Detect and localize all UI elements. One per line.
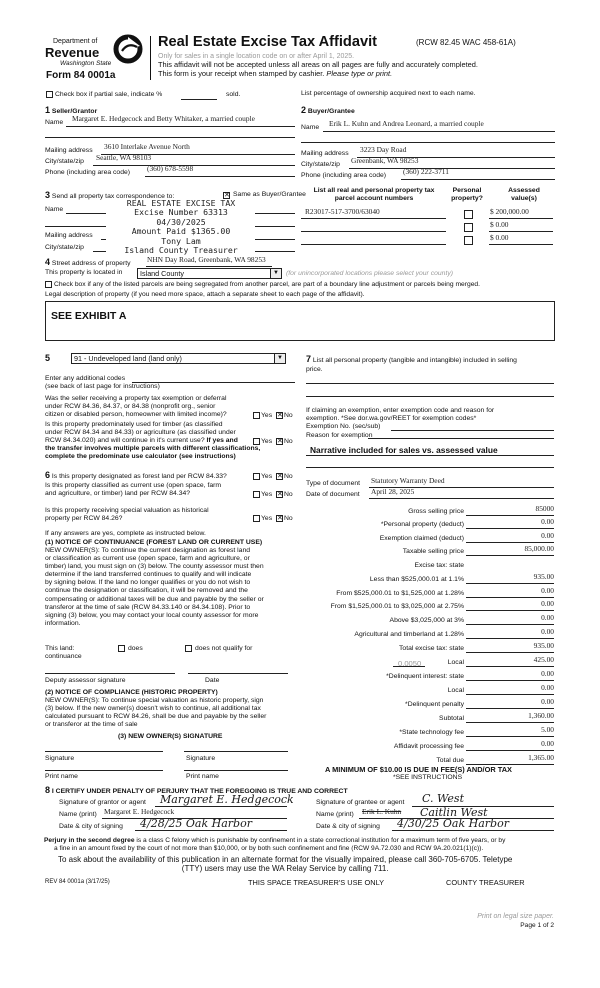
legal-description-box[interactable] <box>45 301 555 341</box>
seller-city-line <box>93 165 295 166</box>
tax-row-label: Local <box>447 659 464 666</box>
stamp-line-5: Tony Lam <box>161 235 201 246</box>
dept-line-3: Washington State <box>60 60 112 67</box>
local-rate-line <box>393 666 425 667</box>
stamp-line-1: REAL ESTATE EXCISE TAX <box>126 198 236 208</box>
historic-no-label: No <box>284 515 293 522</box>
deputy-date-line <box>188 673 288 674</box>
seller-name-field[interactable]: Margaret E. Hedgecock and Betty Whitaker, a married couple <box>72 114 255 123</box>
street-address-line <box>146 266 272 267</box>
owner-signature-label-1: Signature <box>45 755 75 762</box>
tax-row-value[interactable]: 0.00 <box>541 669 554 678</box>
tax-row-label: From $525,000.01 to $1,525,000 at 1.28% <box>336 590 464 597</box>
certify-heading: 8 I CERTIFY UNDER PENALTY OF PERJURY THAT THE FOREGOING IS TRUE AND CORRECT <box>45 785 348 795</box>
continuance-label: continuance <box>45 653 82 660</box>
dept-line-1: Department of <box>53 38 98 45</box>
continuance-heading: (1) NOTICE OF CONTINUANCE (FOREST LAND OR CURRENT USE) <box>45 539 263 546</box>
tax-row-value[interactable]: 1,365.00 <box>528 753 554 762</box>
doc-date-field[interactable]: April 28, 2025 <box>371 487 415 496</box>
tax-row-label: Excise tax: state <box>414 562 464 569</box>
tax-row-line <box>466 555 554 556</box>
located-in-label: This property is located in <box>45 269 123 276</box>
parcel-personal-checkbox[interactable] <box>464 210 473 219</box>
revenue-logo-icon <box>113 34 143 64</box>
tax-row-line <box>466 750 554 751</box>
timber-no-label: No <box>284 438 293 445</box>
does-not-qualify-label: does not qualify for <box>195 645 253 652</box>
exemption-yes-label: Yes <box>261 412 273 419</box>
street-address-field[interactable]: NHN Day Road, Greenbank, WA 98253 <box>147 255 266 264</box>
buyer-city-line <box>349 168 555 169</box>
tax-row-label: Taxable selling price <box>402 548 464 555</box>
narrative-text[interactable]: Narrative included for sales vs. assessed value <box>310 445 498 455</box>
new-owner-signature-heading: (3) NEW OWNER(S) SIGNATURE <box>118 733 223 740</box>
land-use-value: 91 - Undeveloped land (land only) <box>74 354 182 363</box>
alternate-format-notice: To ask about the availability of this publication in an alternate format for the visually impaired, please call 360-705-6705. Teletype (TTY) users may use the WA Relay Service by calling 711. <box>58 855 513 873</box>
legal-paper-note: Print on legal size paper. <box>477 913 554 920</box>
header-divider <box>150 36 151 80</box>
page-number: Page 1 of 2 <box>520 922 554 929</box>
owner-print-line-1 <box>45 770 163 771</box>
tax-row-label: *Delinquent interest: state <box>386 673 464 680</box>
grantee-name-label: Name (print) <box>316 811 354 818</box>
parcel-number-line <box>301 244 446 245</box>
owner-print-label-1: Print name <box>45 773 78 780</box>
personal-property-label: 7 List all personal property (tangible and intangible) included in selling price. <box>306 354 517 373</box>
owner-print-line-2 <box>184 770 288 771</box>
grantee-name-struck: Erik L. Kuhn <box>362 807 402 816</box>
buyer-phone-line <box>401 179 555 180</box>
exemption-yes-checkbox[interactable] <box>253 412 260 419</box>
current-use-no-label: No <box>284 491 293 498</box>
parcel-number-line <box>301 231 446 232</box>
this-land-label: This land: <box>45 645 75 652</box>
tax-row-label: Local <box>447 687 464 694</box>
tax-corr-city-label: City/state/zip <box>45 244 84 251</box>
tax-row-value[interactable]: 0.00 <box>541 599 554 608</box>
chevron-down-icon: ▼ <box>270 269 281 278</box>
tax-corr-line-2b <box>255 226 295 227</box>
tax-corr-name-line-b <box>255 213 295 214</box>
parcel-value-field[interactable]: $ 0.00 <box>490 220 509 229</box>
timber-question: Is this property predominately used for timber (as classified under RCW 84.34 and 84.33) or agriculture (as classified under RCW 84.34.020) and will continue in it's current use? If yes and the transfer involves multiple parcels with different classifications, complete the predominate use calculator (see instructions) <box>45 421 261 460</box>
current-use-yes-label: Yes <box>261 491 273 498</box>
forest-no-checkbox[interactable]: ✕ <box>277 473 283 480</box>
tax-row-label: *Delinquent penalty <box>405 701 464 708</box>
stamp-line-2: Excise Number 63313 <box>134 207 228 218</box>
grantee-name-field[interactable]: Caitlin West <box>420 806 488 819</box>
grantor-signature-label: Signature of grantor or agent <box>59 799 146 806</box>
tax-row-value[interactable]: 0.00 <box>541 517 554 526</box>
parcel-personal-checkbox[interactable] <box>464 223 473 232</box>
buyer-city-field[interactable]: Greenbank, WA 98253 <box>351 156 419 165</box>
county-select-value: Island County <box>140 269 184 278</box>
treasurer-stamp <box>108 199 254 255</box>
seller-phone-line <box>145 176 295 177</box>
owner-print-label-2: Print name <box>186 773 219 780</box>
does-not-qualify-checkbox[interactable] <box>185 645 192 652</box>
seller-name-label: Name <box>45 119 64 126</box>
tax-row-line <box>466 638 554 639</box>
tax-row-value[interactable]: 1,360.00 <box>528 711 554 720</box>
continuance-text: NEW OWNER(S): To continue the current designation as forest land or classification as current use (open space, farm and agriculture, or timber) land, you must sign on (3) below. The county assessor must then determine if the land transferred continues to qualify and will indicate by signing below. If the land no longer qualifies or you do not wish to continue the designation or classification, it will be removed and the compensating or additional taxes will be due and payable by the seller or transferor at the time of sale (RCW 84.33.140 or 84.34.108). Prior to signing (3) below, you may contact your local county assessor for more information. <box>45 547 264 627</box>
tax-row-line <box>466 610 554 611</box>
seller-city-field[interactable]: Seattle, WA 98103 <box>96 153 152 162</box>
parcel-number-field[interactable]: R23017-517-3700/63040 <box>305 207 380 216</box>
tax-row-label: Total due <box>436 757 464 764</box>
see-instructions-note: *SEE INSTRUCTIONS <box>393 774 463 781</box>
tax-row-label: Gross selling price <box>408 508 464 515</box>
partial-sale-percent-field[interactable] <box>181 99 217 100</box>
tax-row-value[interactable]: 0.00 <box>541 627 554 636</box>
tax-row-line <box>466 583 554 584</box>
seller-city-label: City/state/zip <box>45 158 84 165</box>
compliance-heading: (2) NOTICE OF COMPLIANCE (HISTORIC PROPERTY) <box>45 689 218 696</box>
form-note-1: Only for sales in a single location code on or after April 1, 2025. <box>158 53 355 60</box>
parcel-value-line <box>489 218 553 219</box>
tax-corr-mailing-label: Mailing address <box>45 232 93 239</box>
local-rate: 0.0050 <box>398 659 422 668</box>
deputy-signature-label: Deputy assessor signature <box>45 677 126 684</box>
tax-row-label: Total excise tax: state <box>399 645 464 652</box>
grantor-date-field[interactable]: 4/28/25 Oak Harbor <box>140 817 252 830</box>
tax-row-value[interactable]: 85,000.00 <box>524 544 554 553</box>
tax-row-line <box>466 652 554 653</box>
timber-yes-label: Yes <box>261 438 273 445</box>
owner-signature-label-2: Signature <box>186 755 216 762</box>
parcels-header: List all real and personal property tax parcel account numbers <box>313 187 435 203</box>
tax-corr-name-line-a <box>66 213 106 214</box>
county-select[interactable] <box>137 268 282 279</box>
stamp-line-4: Amount Paid $1365.00 <box>131 226 231 237</box>
stamp-line-6: Island County Treasurer <box>124 245 238 256</box>
tax-row-line <box>466 515 554 516</box>
tax-row-line <box>466 708 554 709</box>
segregated-checkbox[interactable] <box>45 281 52 288</box>
grantee-date-label: Date & city of signing <box>316 823 380 830</box>
deputy-signature-line <box>45 673 175 674</box>
tax-row-label: Less than $525,000.01 at 1.1% <box>369 576 464 583</box>
parcel-personal-checkbox[interactable] <box>464 236 473 245</box>
legal-description-label: Legal description of property (if you need more space, attach a separate sheet to each page of the affidavit). <box>45 291 365 298</box>
tax-corr-city-line-a <box>93 251 106 252</box>
timber-yes-checkbox[interactable] <box>253 438 260 445</box>
tax-row-value[interactable]: 0.00 <box>541 531 554 540</box>
timber-no-checkbox[interactable]: ✕ <box>277 438 283 445</box>
tax-row-line <box>466 722 554 723</box>
treasurer-use-label: THIS SPACE TREASURER'S USE ONLY <box>248 878 385 887</box>
current-use-yes-checkbox[interactable] <box>253 491 260 498</box>
buyer-city-label: City/state/zip <box>301 161 340 168</box>
tax-row-line <box>466 666 554 667</box>
buyer-mailing-label: Mailing address <box>301 150 349 157</box>
exemption-no-checkbox[interactable]: ✕ <box>277 412 283 419</box>
tax-row-value[interactable]: 0.00 <box>541 683 554 692</box>
grantor-date-label: Date & city of signing <box>59 823 123 830</box>
exemption-question: Was the seller receiving a property tax exemption or deferral under RCW 84.36, 84.37, or 84.38 (nonprofit org., senior citizen or disabled person, homeowner with limited income)? <box>45 395 227 418</box>
forest-land-question: 6 Is this property designated as forest land per RCW 84.33? <box>45 470 227 480</box>
tax-corr-line-2a <box>45 226 106 227</box>
current-use-question: Is this property classified as current use (open space, farm and agriculture, or timber) land per RCW 84.34? <box>45 482 222 497</box>
forest-no-label: No <box>284 473 293 480</box>
tax-row-value[interactable]: 85000 <box>535 504 554 513</box>
exemption-reason-line <box>368 438 554 439</box>
parcel-value-field[interactable]: $ 0.00 <box>490 233 509 242</box>
buyer-phone-label: Phone (including area code) <box>301 172 387 179</box>
tax-row-line <box>466 597 554 598</box>
tax-row-value[interactable]: 0.00 <box>541 739 554 748</box>
grantor-name-field[interactable]: Margaret E. Hedgecock <box>104 807 175 816</box>
tax-row-label: *State technology fee <box>399 729 464 736</box>
same-as-buyer-label: Same as Buyer/Grantee <box>233 191 306 198</box>
exemption-no-label: No <box>284 412 293 419</box>
tax-row-line <box>466 694 554 695</box>
buyer-mailing-field[interactable]: 3223 Day Road <box>360 145 407 154</box>
buyer-heading: 2 Buyer/Grantee <box>301 105 355 115</box>
partial-sale-sold: sold. <box>226 91 241 98</box>
tax-row-line <box>466 542 554 543</box>
buyer-name-line <box>323 131 555 132</box>
compliance-text: NEW OWNER(S): To continue special valuation as historic property, sign (3) below. If the new owner(s) doesn't wish to continue, all additional tax calculated pursuant to RCW 84.26, shall be due and payable by the seller or transferor at the time of sale <box>45 697 267 729</box>
doc-date-label: Date of document <box>306 491 360 498</box>
revision-label: REV 84 0001a (3/17/25) <box>45 879 110 885</box>
seller-name-line-2 <box>45 137 295 138</box>
buyer-name-field[interactable]: Erik L. Kuhn and Andrea Leonard, a married couple <box>329 119 484 128</box>
grantor-name-label: Name (print) <box>59 811 97 818</box>
tax-row-line <box>466 680 554 681</box>
parcel-value-line <box>489 231 553 232</box>
owner-signature-line-2 <box>184 751 288 752</box>
tax-row-value[interactable]: 0.00 <box>541 586 554 595</box>
seller-mailing-field[interactable]: 3610 Interlake Avenue North <box>104 142 190 151</box>
historic-no-checkbox[interactable]: ✕ <box>277 515 283 522</box>
forest-yes-checkbox[interactable] <box>253 473 260 480</box>
does-qualify-checkbox[interactable] <box>118 645 125 652</box>
segregated-label: Check box if any of the listed parcels are being segregated from another parcel, are part of a boundary line adjustment or parcels being merged. <box>54 281 481 288</box>
partial-sale-checkbox[interactable] <box>46 91 53 98</box>
same-as-buyer-checkbox[interactable]: ✕ <box>224 192 230 199</box>
additional-codes-note: (see back of last page for instructions) <box>45 383 160 390</box>
parcel-value-line <box>489 244 553 245</box>
does-qualify-label: does <box>128 645 143 652</box>
tax-row-label: Affidavit processing fee <box>393 743 464 750</box>
tax-row-label: Agricultural and timberland at 1.28% <box>354 631 464 638</box>
doc-date-line <box>369 498 554 499</box>
seller-phone-field[interactable]: (360) 678-5598 <box>147 164 194 173</box>
buyer-phone-field[interactable]: (360) 222-3711 <box>403 167 449 176</box>
grantee-date-field[interactable]: 4/30/25 Oak Harbor <box>397 817 509 830</box>
narrative-line-2 <box>306 467 554 468</box>
narrative-line-1 <box>306 455 554 456</box>
tax-row-value[interactable]: 935.00 <box>533 572 554 581</box>
current-use-no-checkbox[interactable]: ✕ <box>277 491 283 498</box>
minimum-due-note: A MINIMUM OF $10.00 IS DUE IN FEE(S) AND/OR TAX <box>325 765 512 774</box>
tax-row-line <box>466 624 554 625</box>
seller-mailing-label: Mailing address <box>45 147 93 154</box>
tax-row-line <box>466 736 554 737</box>
doc-type-field[interactable]: Statutory Warranty Deed <box>371 476 445 485</box>
tax-row-label: From $1,525,000.01 to $3,025,000 at 2.75% <box>330 603 464 610</box>
tax-corr-mailing-line-a <box>101 239 106 240</box>
form-note-3: This form is your receipt when stamped by cashier. Please type or print. <box>158 69 393 78</box>
additional-codes-label: Enter any additional codes <box>45 375 126 382</box>
perjury-notice: Perjury in the second degree is a class C felony which is punishable by confinement in a state correctional institution for a maximum term of five years, or by a fine in an amount fixed by the court of not more than $10,000, or by both such confinement and fine (RCW 9A.72.030 and RCW 9A.20.021(1)(c)). <box>44 837 506 852</box>
tax-row-value[interactable]: 5.00 <box>541 725 554 734</box>
form-rcw: (RCW 82.45 WAC 458-61A) <box>416 38 516 47</box>
legal-description-value: SEE EXHIBIT A <box>51 310 127 322</box>
tax-row-value[interactable]: 0.00 <box>541 697 554 706</box>
grantee-signature-label: Signature of grantee or agent <box>316 799 405 806</box>
grantee-signature[interactable]: C. West <box>422 792 465 805</box>
tax-corr-name-label: Name <box>45 206 64 213</box>
any-yes-note: If any answers are yes, complete as instructed below. <box>45 530 206 537</box>
stamp-line-3: 04/30/2025 <box>156 216 206 227</box>
form-number: Form 84 0001a <box>46 70 116 81</box>
assessed-value-header: Assessed value(s) <box>508 187 540 203</box>
tax-corr-heading: 3 Send all property tax correspondence to: <box>45 190 175 200</box>
personal-property-header: Personal property? <box>451 187 483 203</box>
owner-signature-line-1 <box>45 751 163 752</box>
forest-yes-label: Yes <box>261 473 273 480</box>
chevron-down-icon: ▼ <box>274 354 285 363</box>
dept-line-2: Revenue <box>45 45 100 60</box>
tax-row-value[interactable]: 425.00 <box>533 655 554 664</box>
parcel-number-line <box>301 218 446 219</box>
partial-sale-label: Check box if partial sale, indicate % <box>55 91 163 98</box>
county-treasurer-label: COUNTY TREASURER <box>446 878 525 887</box>
land-use-select[interactable] <box>71 353 286 364</box>
personal-property-line-2 <box>306 396 554 397</box>
tax-corr-mailing-line-b <box>255 239 295 240</box>
exemption-number-line <box>391 430 554 431</box>
tax-row-label: Subtotal <box>439 715 464 722</box>
tax-row-value[interactable]: 935.00 <box>533 641 554 650</box>
form-note-2: This affidavit will not be accepted unless all areas on all pages are fully and accurately completed. <box>158 60 478 69</box>
doc-type-label: Type of document <box>306 480 361 487</box>
deputy-date-label: Date <box>205 677 220 684</box>
seller-phone-label: Phone (including area code) <box>45 169 131 176</box>
seller-name-line <box>66 126 295 127</box>
historic-yes-checkbox[interactable] <box>253 515 260 522</box>
form-title: Real Estate Excise Tax Affidavit <box>158 34 377 50</box>
historic-yes-label: Yes <box>261 515 273 522</box>
section-5-number: 5 <box>45 353 51 363</box>
personal-property-line-1 <box>306 383 554 384</box>
tax-row-value[interactable]: 0.00 <box>541 613 554 622</box>
grantor-signature[interactable]: Margaret E. Hedgecock <box>160 793 294 806</box>
tax-corr-city-line-b <box>255 251 295 252</box>
tax-row-label: Exemption claimed (deduct) <box>379 535 464 542</box>
tax-row-label: *Personal property (deduct) <box>380 521 464 528</box>
county-hint: (for unincorporated locations please select your county) <box>286 270 453 277</box>
buyer-name-label: Name <box>301 124 320 131</box>
street-address-label: 4 Street address of property <box>45 257 131 267</box>
ownership-note: List percentage of ownership acquired next to each name. <box>301 90 476 97</box>
parcel-value-field[interactable]: $ 200,000.00 <box>490 207 529 216</box>
seller-heading: 1 Seller/Grantor <box>45 105 98 115</box>
buyer-name-line-2 <box>301 142 555 143</box>
exemption-claim-label: If claiming an exemption, enter exemption code and reason for exemption. *See dor.wa.gov/REET for exemption codes* Exemption No. (sec/sub) Reason for exemption <box>306 407 495 439</box>
tax-row-line <box>466 528 554 529</box>
tax-row-label: Above $3,025,000 at 3% <box>389 617 464 624</box>
historic-question: Is this property receiving special valuation as historical property per RCW 84.26? <box>45 507 209 522</box>
